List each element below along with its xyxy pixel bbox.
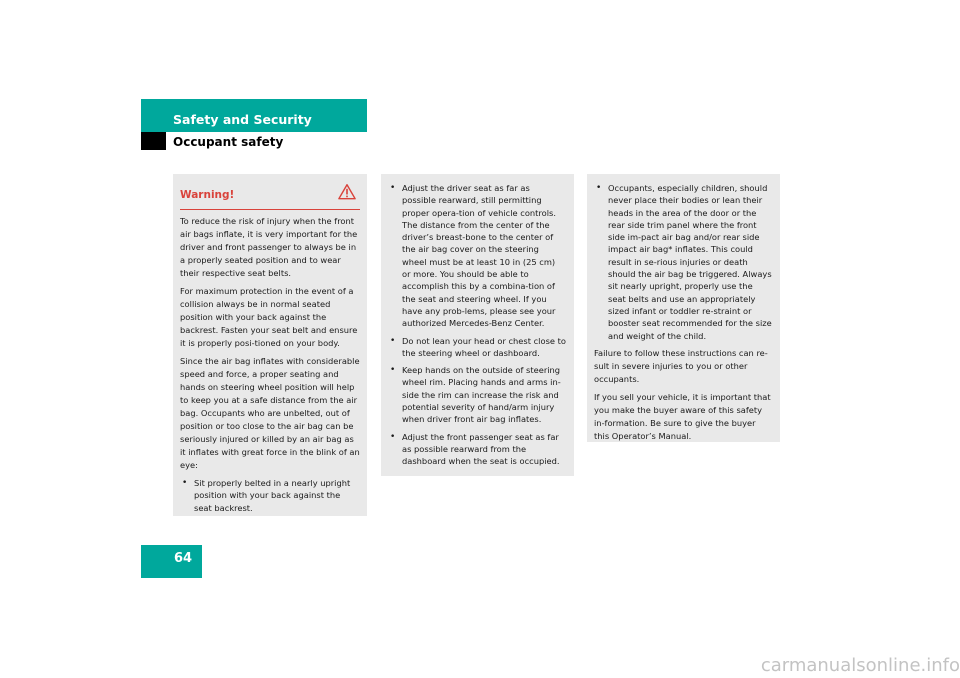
page-number: 64 <box>141 545 202 578</box>
watermark: carmanualsonline.info <box>760 655 960 676</box>
right-bullet-list <box>594 182 772 342</box>
middle-bullet-list <box>388 182 566 468</box>
list-item: • Occupants, especially children, should never place their bodies or lean their heads in the area of the door or the rear side trim panel where the front side im-pact air bag and/or rear side impact air bag* inflates. This could result in se-rious injuries or death should the air bag be triggered. Always sit nearly upright, properly use the seat belts and use an appropriately sized infant or toddler re-straint or booster seat recommended for the size and weight of the child. <box>594 182 772 342</box>
list-item: • Adjust the driver seat as far as possible rearward, still permitting proper opera-tion of vehicle controls. The distance from the center of the driver’s breast-bone to the center of the air bag cover on the steering wheel must be at least 10 in (25 cm) or more. You should be able to accomplish this by a combina-tion of the seat and steering wheel. If you have any prob-lems, please see your authorized Mercedes-Benz Center. <box>388 182 566 330</box>
header-marker <box>141 132 166 150</box>
warning-triangle-icon <box>338 183 356 200</box>
right-panel <box>587 174 780 442</box>
page-subtitle: Occupant safety <box>173 135 284 149</box>
list-item: • Do not lean your head or chest close to the steering wheel or dashboard. <box>388 335 566 360</box>
warning-paragraph: Since the air bag inflates with considerable speed and force, a proper seating and hands on steering wheel position will help to keep you at a safe distance from the air bag. Occupants who are unbelted, out of position or too close to the air bag can be seriously injured or killed by an air bag as it inflates with great force in the blink of an eye: <box>180 356 360 470</box>
list-item: • Adjust the front passenger seat as far as possible rearward from the dashboard when the seat is occupied. <box>388 431 566 468</box>
middle-panel <box>381 174 574 476</box>
warning-paragraph: For maximum protection in the event of a collision always be in normal seated position with your back against the backrest. Fasten your seat belt and ensure it is properly posi-tioned on your body. <box>180 286 358 348</box>
right-paragraph: Failure to follow these instructions can re-sult in severe injuries to you or other occupants. <box>594 347 768 384</box>
section-header: Safety and Security <box>141 99 367 132</box>
right-paragraph: If you sell your vehicle, it is important that you make the buyer aware of this safety in-formation. Be sure to give the buyer this Operator’s Manual. <box>594 391 771 441</box>
list-item: • Sit properly belted in a nearly upright position with your back against the seat backrest. <box>180 477 360 514</box>
warning-paragraph: To reduce the risk of injury when the front air bags inflate, it is very important for the driver and front passenger to always be in a properly seated position and to wear their respective seat belts. <box>180 216 358 278</box>
warning-header <box>180 174 360 210</box>
list-item: • Keep hands on the outside of steering wheel rim. Placing hands and arms in-side the rim can increase the risk and potential severity of hand/arm injury when driver front air bag inflates. <box>388 364 566 425</box>
warning-panel <box>173 174 367 516</box>
warning-bullet-list <box>180 477 360 514</box>
warning-title: Warning! <box>180 189 235 201</box>
